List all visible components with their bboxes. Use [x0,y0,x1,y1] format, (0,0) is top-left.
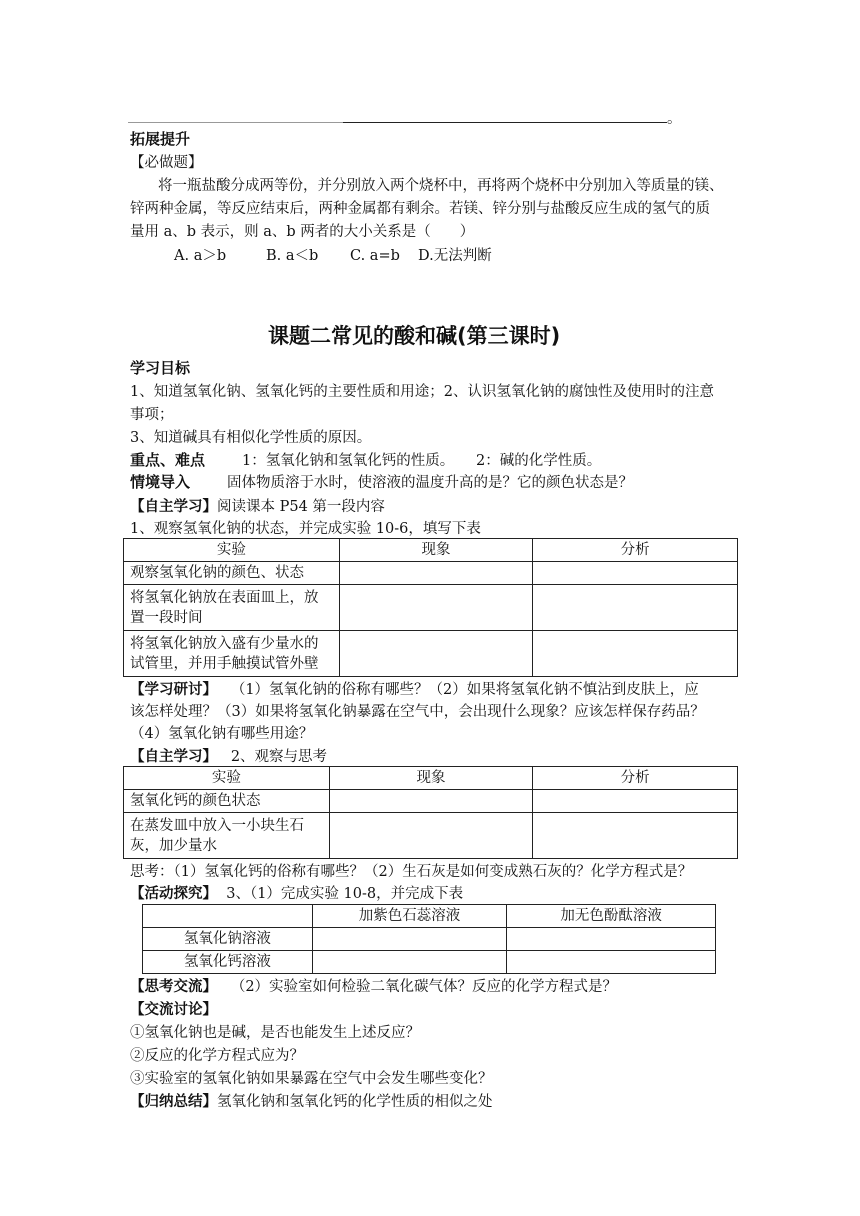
analysis-cell[interactable] [533,631,738,677]
header-phenomenon: 现象 [329,767,533,790]
summary-label: 【归纳总结】 [130,1094,217,1110]
header-blank [143,905,313,928]
goal-line-2: 事项； [130,407,174,423]
question-line-2: 锌两种金属，等反应结束后，两种金属都有剩余。若镁、锌分别与盐酸反应生成的氢气的质 [130,201,710,217]
summary-line: 【归纳总结】氢氧化钠和氢氧化钙的化学性质的相似之处 [130,1094,493,1110]
goal-line-3: 3、知道碱具有相似化学性质的原因。 [130,430,372,446]
litmus-cell[interactable] [312,951,507,974]
experiment-cell: 将氢氧化钠放入盛有少量水的 试管里，并用手触摸试管外壁 [124,631,340,677]
self-study-label: 【自主学习】 [130,499,217,515]
explore-line: 【活动探究】 3、（1）完成实验 10-8，并完成下表 [130,886,464,902]
phenomenon-cell[interactable] [339,562,533,585]
key-label: 重点、难点 [130,451,206,469]
table-row [124,767,738,790]
research-line-2: 该怎样处理？（3）如果将氢氧化钠暴露在空气中，会出现什么现象？应该怎样保存药品？ [130,704,705,720]
experiment-cell: 将氢氧化钠放在表面皿上，放 置一段时间 [124,585,340,631]
table-row [124,585,738,631]
table-row [124,562,738,585]
exchange-line: 【思考交流】 （2）实验室如何检验二氧化碳气体？反应的化学方程式是？ [130,979,618,995]
header-analysis: 分析 [533,767,738,790]
research-line-3: （4）氢氧化钠有哪些用途？ [130,726,314,742]
header-litmus: 加紫色石蕊溶液 [312,905,507,928]
header-experiment: 实验 [124,539,340,562]
phenomenon-cell[interactable] [339,585,533,631]
self-study-text: 阅读课本 P54 第一段内容 [217,499,385,515]
table-row [124,631,738,677]
table-row [124,813,738,859]
think-text: 思考：（1）氢氧化钙的俗称有哪些？（2）生石灰是如何变成熟石灰的？化学方程式是？ [130,864,693,880]
experiment-cell: 在蒸发皿中放入一小块生石 灰，加少量水 [124,813,330,859]
self-study-2-line: 【自主学习】 2、观察与思考 [130,749,328,765]
experiment-cell: 观察氢氧化钠的颜色、状态 [124,562,340,585]
key-text: 1：氢氧化钠和氢氧化钙的性质。 2：碱的化学性质。 [242,453,602,469]
required-label: 【必做题】 [130,155,203,171]
header-phenomenon: 现象 [339,539,533,562]
option-b: B. a＜b [266,248,319,264]
self-study-line [130,497,385,517]
self-study-2-label: 【自主学习】 [130,749,217,765]
intro-text: 固体物质溶于水时，使溶液的温度升高的是？它的颜色状态是？ [227,475,633,491]
header-analysis: 分析 [533,539,738,562]
indicator-table [142,904,716,974]
phenomenon-cell[interactable] [329,790,533,813]
option-a: A. a＞b [174,248,227,264]
naoh-observation-table [123,538,738,677]
exchange-label: 【思考交流】 [130,979,217,995]
goals-heading: 学习目标 [130,359,191,377]
discuss-item-2: ②反应的化学方程式应为？ [130,1048,304,1064]
table-row [143,928,716,951]
discuss-item-1: ①氢氧化钠也是碱，是否也能发生上述反应？ [130,1025,420,1041]
table-row [124,539,738,562]
table-row [143,951,716,974]
answer-line [343,122,667,123]
table-row [143,905,716,928]
answer-line-thin [128,122,343,123]
table-row [124,790,738,813]
caoh2-solution-cell: 氢氧化钙溶液 [143,951,313,974]
analysis-cell[interactable] [533,562,738,585]
analysis-cell[interactable] [533,585,738,631]
research-line-1: 【学习研讨】 （1）氢氧化钠的俗称有哪些？（2）如果将氢氧化钠不慎沾到皮肤上，应 [130,682,699,698]
option-c: C. a=b [350,248,400,264]
step-1: 1、观察氢氧化钠的状态，并完成实验 10-6，填写下表 [130,521,481,537]
phenomenon-cell[interactable] [329,813,533,859]
phenolphthalein-cell[interactable] [507,928,716,951]
discuss-item-3: ③实验室的氢氧化钠如果暴露在空气中会发生哪些变化？ [130,1071,493,1087]
litmus-cell[interactable] [312,928,507,951]
phenolphthalein-cell[interactable] [507,951,716,974]
caoh2-observation-table [123,766,738,859]
question-line-3: 量用 a、b 表示，则 a、b 两者的大小关系是（ ） [130,224,475,240]
analysis-cell[interactable] [533,790,738,813]
research-label: 【学习研讨】 [130,682,217,698]
intro-label: 情境导入 [130,473,191,491]
question-line-1: 将一瓶盐酸分成两等份，并分别放入两个烧杯中，再将两个烧杯中分别加入等质量的镁、 [158,178,724,194]
naoh-solution-cell: 氢氧化钠溶液 [143,928,313,951]
header-experiment: 实验 [124,767,330,790]
analysis-cell[interactable] [533,813,738,859]
explore-label: 【活动探究】 [130,886,217,902]
header-phenolphthalein: 加无色酚酞溶液 [507,905,716,928]
ext-heading: 拓展提升 [130,130,191,148]
lesson-title: 课题二常见的酸和碱(第三课时) [268,324,561,348]
experiment-cell: 氢氧化钙的颜色状态 [124,790,330,813]
option-d: D.无法判断 [418,248,492,264]
discuss-label: 【交流讨论】 [130,1002,217,1018]
end-mark: 。 [667,111,682,127]
phenomenon-cell[interactable] [339,631,533,677]
goal-line-1: 1、知道氢氧化钠、氢氧化钙的主要性质和用途；2、认识氢氧化钠的腐蚀性及使用时的注意 [130,384,714,400]
